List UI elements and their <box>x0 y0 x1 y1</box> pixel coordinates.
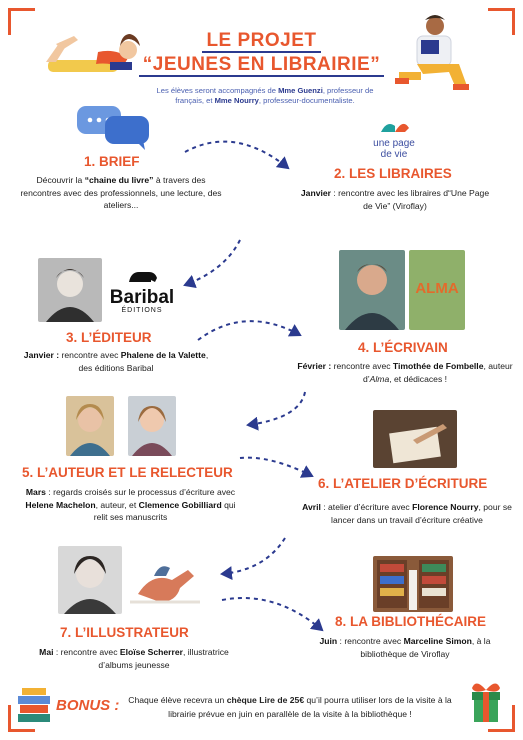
arrow-step1-to-step2 <box>185 142 288 168</box>
gift-icon <box>468 680 504 726</box>
arrow-step6-to-step7 <box>222 538 285 574</box>
intro-text: Les élèves seront accompagnés de Mme Guenzi, professeur de français, et Mme Nourry, professeur-documentaliste. <box>156 86 374 105</box>
step1-title: 1. BRIEF <box>84 154 140 169</box>
arrow-step2-to-step3 <box>185 240 240 285</box>
bonus-label: BONUS : <box>56 697 120 714</box>
step3-title: 3. L’ÉDITEUR <box>66 330 152 345</box>
bonus-text: Chaque élève recevra un chèque Lire de 25€ qu’il pourra utiliser lors de la visite à la librairie prévue en juin en parallèle de la visite à la bibliothèque ! <box>128 695 452 719</box>
arrow-step5-to-step6 <box>240 458 312 476</box>
alma-book-cover: ALMA <box>409 250 465 330</box>
step4-title: 4. L’ÉCRIVAIN <box>358 340 448 355</box>
step3-text: Janvier : rencontre avec Phalene de la Valette, des éditions Baribal <box>23 350 209 373</box>
step5-text: Mars : regards croisés sur le processus d’écriture avec Helene Machelon, auteur, et Clemence Gobilliard qui relit ses manuscrits <box>25 487 236 522</box>
step7-text: Mai : rencontre avec Eloïse Scherrer, illustratrice d’albums jeunesse <box>39 647 229 670</box>
arrow-step7-to-step8 <box>222 598 322 630</box>
project-title-line1: LE PROJET <box>0 30 523 52</box>
baribal-logo: Baribal ÉDITIONS <box>106 268 178 314</box>
une-page-de-vie-logo: une page de vie <box>363 118 425 160</box>
arrow-step3-to-step4 <box>198 321 300 340</box>
step2-text: Janvier : rencontre avec les libraires d“Une Page de Vie” (Viroflay) <box>300 188 490 211</box>
project-title-line2: “JEUNES EN LIBRAIRIE” <box>0 54 523 76</box>
step6-title: 6. L’ATELIER D’ÉCRITURE <box>318 476 488 491</box>
step2-title: 2. LES LIBRAIRES <box>334 166 452 181</box>
step1-text: Découvrir la “chaine du livre” à travers des rencontres avec des professionnels, une lecture, des ateliers... <box>20 175 222 210</box>
books-stack-icon <box>16 686 52 726</box>
step8-title: 8. LA BIBLIOTHÉCAIRE <box>335 614 487 629</box>
step4-text: Février : rencontre avec Timothée de Fombelle, auteur d’Alma, et dédicaces ! <box>297 361 513 384</box>
step5-title: 5. L’AUTEUR ET LE RELECTEUR <box>22 465 233 480</box>
step8-text: Juin : rencontre avec Marceline Simon, à la bibliothèque de Viroflay <box>319 636 491 659</box>
step6-text: Avril : atelier d’écriture avec Florence Nourry, pour se lancer dans un travail d’écriture créative <box>302 502 512 525</box>
step7-title: 7. L’ILLUSTRATEUR <box>60 625 189 640</box>
arrow-step4-to-step5 <box>248 392 305 425</box>
